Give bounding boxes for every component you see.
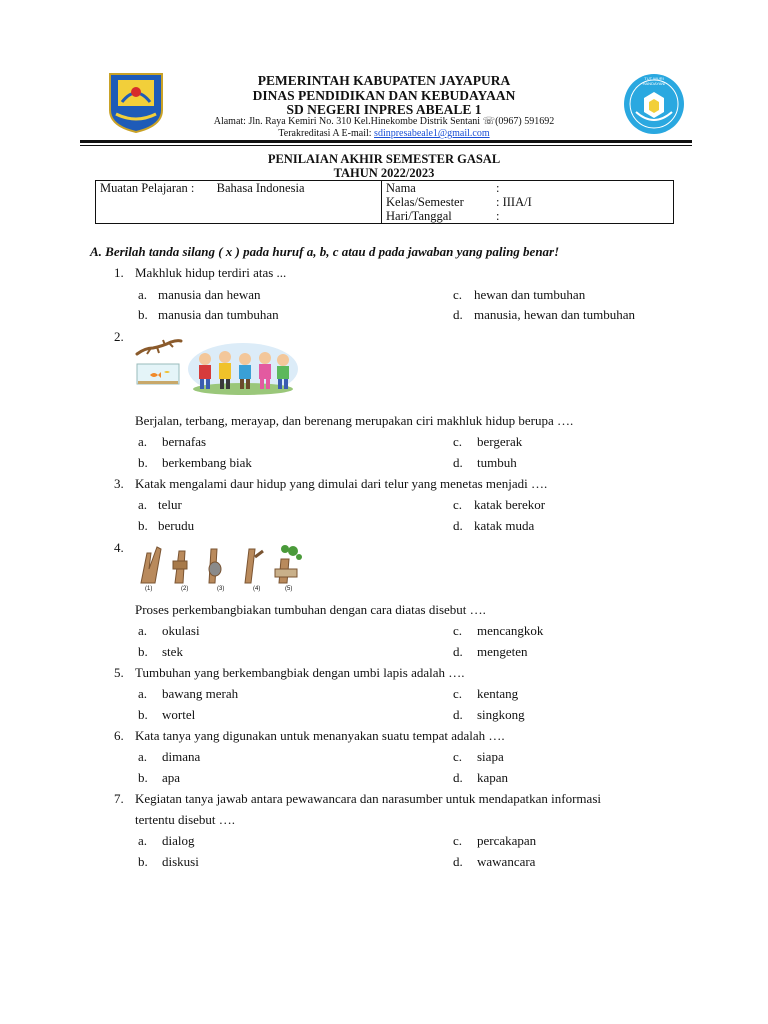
option-letter[interactable]: c.: [453, 623, 463, 638]
question-text: Kata tanya yang digunakan untuk menanyakan suatu tempat adalah ….: [135, 728, 505, 743]
option-letter[interactable]: b.: [138, 854, 148, 869]
lizard-illustration: [135, 336, 183, 358]
section-a-instruction: A. Berilah tanda silang ( x ) pada huruf a, b, c atau d pada jawaban yang paling benar!: [90, 244, 560, 259]
option-letter[interactable]: c.: [453, 749, 463, 764]
option-text: mengeten: [477, 644, 528, 659]
header-line-3: SD NEGERI INPRES ABEALE 1: [286, 102, 482, 117]
grafting-step-label: (3): [217, 586, 225, 592]
option-text: berudu: [158, 518, 195, 533]
class-value: : IIIA/I: [496, 195, 532, 209]
option-text: percakapan: [477, 833, 537, 848]
subject-value: Bahasa Indonesia: [216, 181, 305, 195]
question-number: 7.: [114, 791, 124, 806]
question-text-continued: tertentu disebut ….: [135, 812, 236, 827]
option-text: katak berekor: [474, 497, 546, 512]
option-text: wawancara: [477, 854, 536, 869]
option-letter[interactable]: b.: [138, 307, 148, 322]
exam-title: PENILAIAN AKHIR SEMESTER GASAL: [267, 152, 501, 166]
question-text: Makhluk hidup terdiri atas ...: [135, 265, 287, 280]
header-address: Alamat: Jln. Raya Kemiri No. 310 Kel.Hinekombe Distrik Sentani ☏(0967) 591692: [213, 116, 555, 127]
option-text: hewan dan tumbuhan: [474, 287, 586, 302]
question-number: 2.: [114, 329, 124, 344]
header-line-2: DINAS PENDIDIKAN DAN KEBUDAYAAN: [252, 88, 516, 103]
name-value[interactable]: :: [496, 181, 500, 195]
option-text: manusia, hewan dan tumbuhan: [474, 307, 636, 322]
question-number: 5.: [114, 665, 124, 680]
question-text: Kegiatan tanya jawab antara pewawancara dan narasumber untuk mendapatkan informasi: [135, 791, 601, 806]
option-letter[interactable]: d.: [453, 518, 463, 533]
option-letter[interactable]: b.: [138, 770, 148, 785]
option-text: dialog: [162, 833, 195, 848]
option-text: kapan: [477, 770, 509, 785]
date-value[interactable]: :: [496, 209, 500, 223]
option-letter[interactable]: d.: [453, 455, 463, 470]
option-text: siapa: [477, 749, 504, 764]
option-letter[interactable]: a.: [138, 686, 148, 701]
option-text: manusia dan tumbuhan: [158, 307, 279, 322]
class-label: Kelas/Semester: [386, 195, 464, 209]
grafting-step-label: (2): [181, 586, 189, 592]
question-text: Proses perkembangbiakan tumbuhan dengan cara diatas disebut ….: [135, 602, 486, 617]
option-letter[interactable]: c.: [453, 686, 463, 701]
email-link[interactable]: sdinpresabeale1@gmail.com: [374, 128, 490, 139]
exam-year: TAHUN 2022/2023: [333, 166, 435, 180]
option-text: apa: [162, 770, 181, 785]
option-letter[interactable]: a.: [138, 497, 148, 512]
option-letter[interactable]: a.: [138, 434, 148, 449]
option-letter[interactable]: d.: [453, 854, 463, 869]
option-letter[interactable]: c.: [453, 497, 463, 512]
question-number: 4.: [114, 540, 124, 555]
tut-wuri-logo-text: TUT WURI HANDAYANI: [642, 76, 666, 86]
identity-cell: [382, 181, 674, 224]
question-number: 3.: [114, 476, 124, 491]
option-letter[interactable]: a.: [138, 749, 148, 764]
student-info-table: [95, 180, 674, 224]
name-label: Nama: [386, 181, 416, 195]
option-text: kentang: [477, 686, 519, 701]
question-number: 1.: [114, 265, 124, 280]
option-text: katak muda: [474, 518, 535, 533]
grafting-step-label: (1): [145, 586, 153, 592]
option-letter[interactable]: c.: [453, 833, 463, 848]
question-text: Berjalan, terbang, merayap, dan berenang merupakan ciri makhluk hidup berupa ….: [135, 413, 574, 428]
grafting-step-label: (4): [253, 586, 261, 592]
question-number: 6.: [114, 728, 124, 743]
option-letter[interactable]: d.: [453, 770, 463, 785]
grafting-step-labels: [135, 585, 303, 595]
option-text: singkong: [477, 707, 525, 722]
option-letter[interactable]: d.: [453, 307, 463, 322]
option-letter[interactable]: c.: [453, 434, 463, 449]
option-letter[interactable]: b.: [138, 455, 148, 470]
fish-tank-illustration: [136, 363, 180, 385]
option-letter[interactable]: b.: [138, 707, 148, 722]
option-text: tumbuh: [477, 455, 517, 470]
option-text: diskusi: [162, 854, 199, 869]
option-text: manusia dan hewan: [158, 287, 261, 302]
option-text: bawang merah: [162, 686, 239, 701]
subject-label: Muatan Pelajaran :: [100, 181, 195, 195]
option-text: okulasi: [162, 623, 200, 638]
header-line-1: PEMERINTAH KABUPATEN JAYAPURA: [257, 73, 511, 88]
option-text: bergerak: [477, 434, 523, 449]
option-letter[interactable]: a.: [138, 833, 148, 848]
option-text: berkembang biak: [162, 455, 252, 470]
option-letter[interactable]: d.: [453, 644, 463, 659]
tut-wuri-logo: [622, 72, 686, 136]
option-text: dimana: [162, 749, 201, 764]
option-letter[interactable]: a.: [138, 623, 148, 638]
header-rule-thick: [80, 140, 692, 143]
question-text: Tumbuhan yang berkembangbiak dengan umbi lapis adalah ….: [135, 665, 465, 680]
option-letter[interactable]: b.: [138, 644, 148, 659]
grafting-step-label: (5): [285, 586, 293, 592]
option-text: wortel: [162, 707, 196, 722]
option-letter[interactable]: c.: [453, 287, 463, 302]
option-letter[interactable]: a.: [138, 287, 148, 302]
date-label: Hari/Tanggal: [386, 209, 452, 223]
question-text: Katak mengalami daur hidup yang dimulai dari telur yang menetas menjadi ….: [135, 476, 548, 491]
option-text: bernafas: [162, 434, 207, 449]
header-rule-thin: [80, 145, 692, 146]
accreditation-text: Terakreditasi A E-mail:: [278, 128, 375, 139]
option-letter[interactable]: b.: [138, 518, 148, 533]
option-letter[interactable]: d.: [453, 707, 463, 722]
children-walking-illustration: [187, 339, 299, 396]
option-text: telur: [158, 497, 182, 512]
option-text: stek: [162, 644, 183, 659]
subject-cell: [96, 181, 382, 224]
option-text: mencangkok: [477, 623, 544, 638]
